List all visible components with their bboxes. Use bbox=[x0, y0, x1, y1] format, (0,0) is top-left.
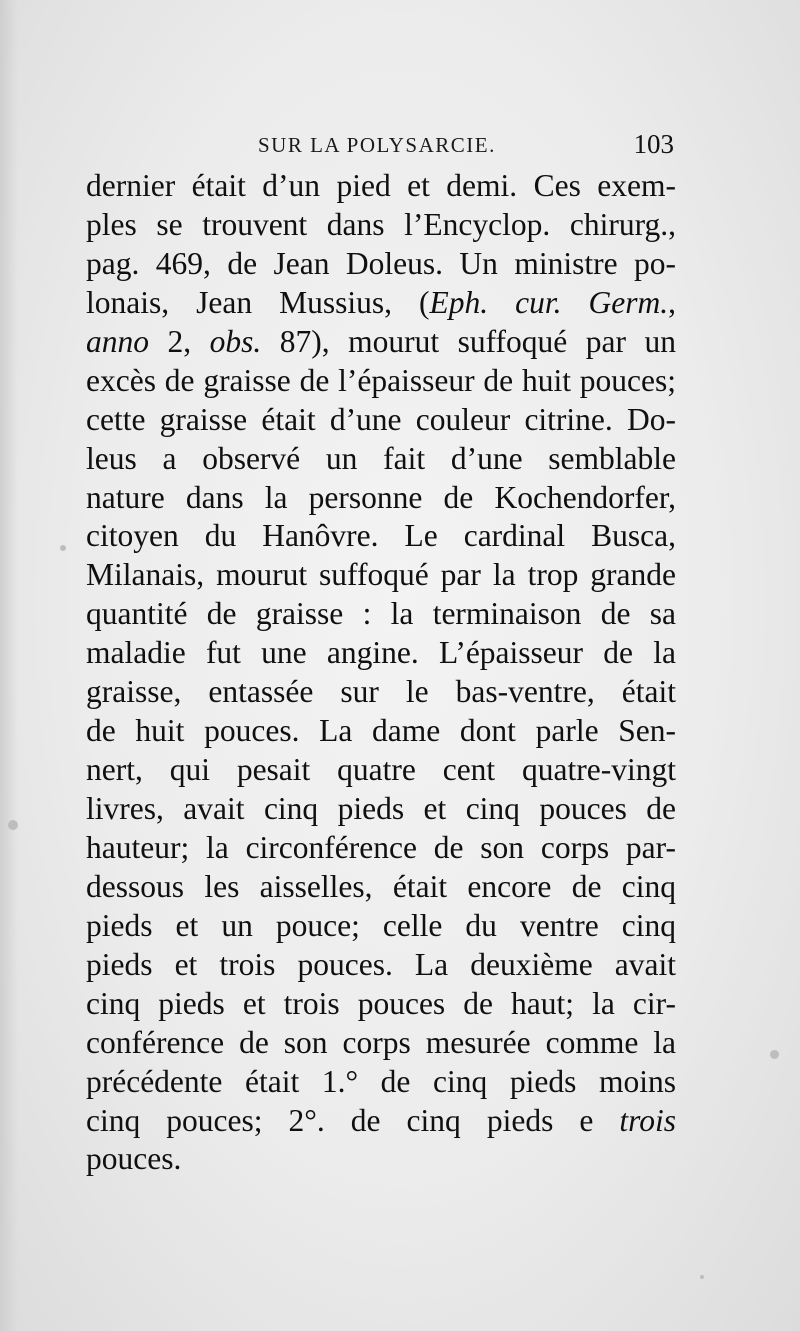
text-line: nert, qui pesait quatre cent quatre-vingt bbox=[86, 752, 676, 788]
text-line: ples se trouvent dans l’Encyclop. chirurg., bbox=[86, 206, 676, 242]
text-line: cinq pouces; 2°. de cinq pieds e trois bbox=[86, 1102, 676, 1138]
paper-speck bbox=[60, 545, 66, 551]
text-line: lonais, Jean Mussius, (Eph. cur. Germ., bbox=[86, 284, 676, 320]
paper-speck bbox=[770, 1050, 779, 1059]
running-head: SUR LA POLYSARCIE. bbox=[258, 133, 496, 157]
paper-speck bbox=[700, 1275, 704, 1279]
text-line: cinq pieds et trois pouces de haut; la cir- bbox=[86, 985, 676, 1021]
text-line: précédente était 1.° de cinq pieds moins bbox=[86, 1063, 676, 1099]
body-text bbox=[86, 167, 676, 1179]
italic-citation: Eph. cur. Germ. bbox=[429, 284, 669, 320]
text-line: leus a observé un fait d’une semblable bbox=[86, 440, 676, 476]
page-number: 103 bbox=[633, 129, 674, 159]
text-line: Milanais, mourut suffoqué par la trop grande bbox=[86, 557, 676, 593]
text-line: livres, avait cinq pieds et cinq pouces de bbox=[86, 791, 676, 826]
text-line: hauteur; la circonférence de son corps par- bbox=[86, 829, 676, 865]
text-line: graisse, entassée sur le bas-ventre, était bbox=[86, 674, 676, 710]
italic-word: trois bbox=[619, 1102, 676, 1138]
text-line: dernier était d’un pied et demi. Ces exem- bbox=[86, 168, 676, 203]
text-line: pieds et trois pouces. La deuxième avait bbox=[86, 946, 676, 982]
text-line: conférence de son corps mesurée comme la bbox=[86, 1024, 676, 1060]
text-line: quantité de graisse : la terminaison de sa bbox=[86, 596, 676, 632]
text-line: dessous les aisselles, était encore de cinq bbox=[86, 868, 676, 904]
text-line: anno 2, obs. 87), mourut suffoqué par un bbox=[86, 323, 676, 359]
text-line: pieds et un pouce; celle du ventre cinq bbox=[86, 907, 676, 943]
text-line: cette graisse était d’une couleur citrine. Do- bbox=[86, 401, 676, 437]
text-line: citoyen du Hanôvre. Le cardinal Busca, bbox=[86, 518, 676, 554]
text-line: nature dans la personne de Kochendorfer, bbox=[86, 479, 676, 515]
paper-speck bbox=[8, 820, 18, 830]
text-line: maladie fut une angine. L’épaisseur de la bbox=[86, 635, 676, 671]
text-line: excès de graisse de l’épaisseur de huit pouces; bbox=[86, 362, 676, 398]
page-edge-shadow bbox=[0, 0, 18, 1331]
italic-citation: anno bbox=[86, 323, 149, 359]
text-line: de huit pouces. La dame dont parle Sen- bbox=[86, 713, 676, 749]
italic-citation: obs. bbox=[209, 323, 262, 359]
text-line: pag. 469, de Jean Doleus. Un ministre po- bbox=[86, 245, 676, 281]
text-line: pouces. bbox=[86, 1141, 182, 1177]
